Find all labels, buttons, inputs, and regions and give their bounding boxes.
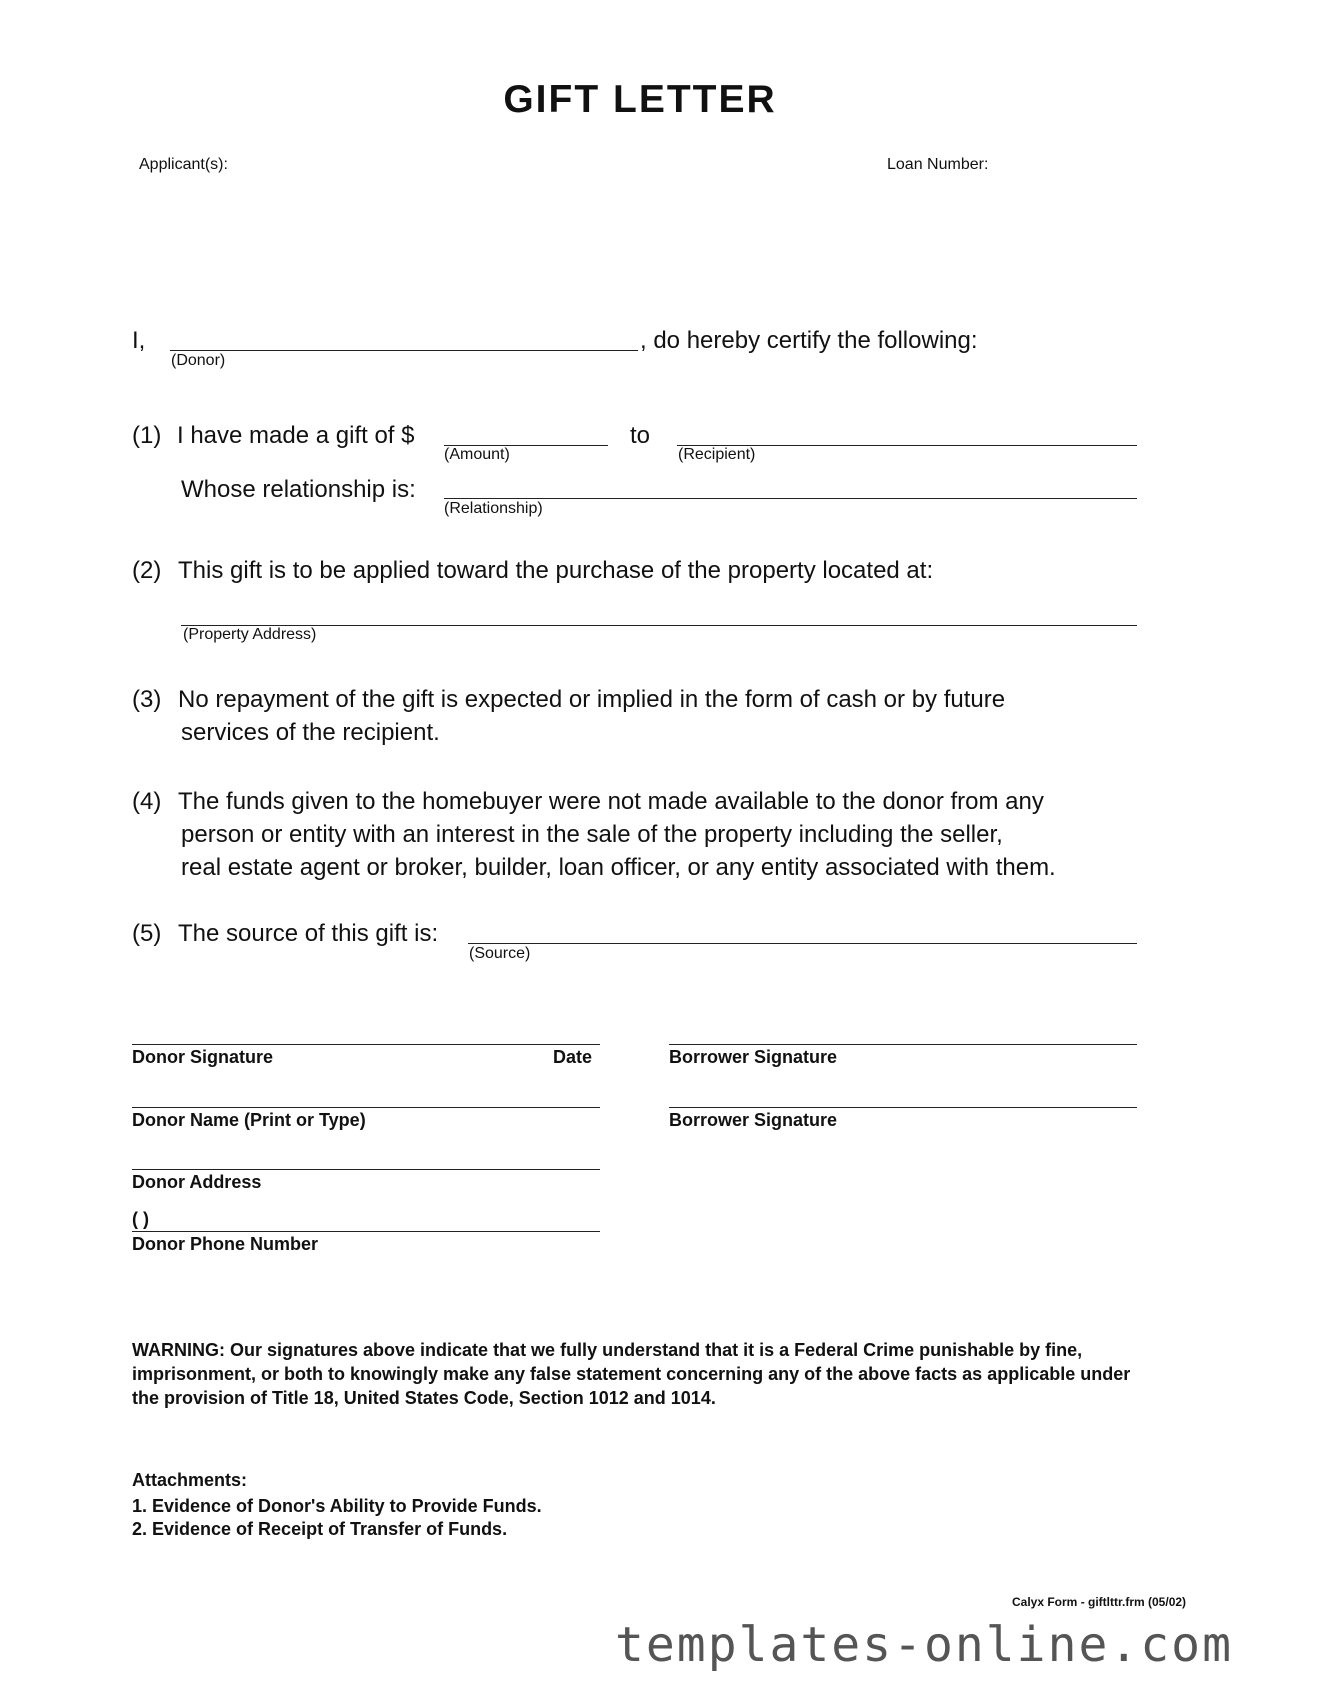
page-title: GIFT LETTER [503, 78, 777, 121]
attachments-heading: Attachments: [132, 1470, 248, 1490]
item4-line3: real estate agent or broker, builder, loan officer, or any entity associated with them. [181, 854, 1056, 881]
item5-text: The source of this gift is: [178, 920, 439, 947]
item4-number: (4) [132, 788, 162, 815]
item2-text: This gift is to be applied toward the purchase of the property located at: [178, 557, 934, 584]
intro-prefix: I, [132, 327, 146, 354]
donor-name-field[interactable] [170, 350, 638, 351]
item3-number: (3) [132, 686, 162, 713]
item5-number: (5) [132, 920, 162, 947]
donor-signature-line[interactable] [132, 1044, 600, 1045]
donor-phone-label: Donor Phone Number [132, 1234, 319, 1254]
item4-line2: person or entity with an interest in the sale of the property including the seller, [181, 821, 1003, 848]
property-address-caption: (Property Address) [183, 626, 317, 643]
relationship-caption: (Relationship) [444, 500, 543, 517]
item3-line2: services of the recipient. [181, 719, 440, 746]
property-address-field[interactable] [181, 625, 1137, 626]
donor-address-line[interactable] [132, 1169, 600, 1170]
warning-text: WARNING: Our signatures above indicate that we fully understand that it is a Federal Crime punishable by fine, imprisonment, or both to knowingly make any false statement concerning any of the above facts as applicable under the provision of Title 18, United States Code, Section 1012 and 1014. [132, 1340, 1131, 1408]
donor-caption: (Donor) [171, 352, 226, 369]
loan-number-label: Loan Number: [887, 156, 989, 173]
applicants-label: Applicant(s): [139, 156, 228, 173]
recipient-caption: (Recipient) [678, 446, 756, 463]
gift-source-field[interactable] [468, 943, 1137, 944]
borrower-signature-label-2: Borrower Signature [669, 1110, 838, 1130]
item1-text: I have made a gift of $ [177, 422, 415, 449]
attachment-item: 1. Evidence of Donor's Ability to Provide Funds. [132, 1496, 542, 1516]
donor-phone-line[interactable] [132, 1231, 600, 1232]
relationship-field[interactable] [444, 498, 1137, 499]
donor-signature-label: Donor Signature [132, 1047, 274, 1067]
item2-number: (2) [132, 557, 162, 584]
donor-address-label: Donor Address [132, 1172, 262, 1192]
borrower-signature-line-2[interactable] [669, 1107, 1137, 1108]
phone-area-code-parens: ( ) [132, 1209, 149, 1229]
item1-to: to [630, 422, 651, 449]
attachment-item: 2. Evidence of Receipt of Transfer of Funds. [132, 1519, 508, 1539]
item1-number: (1) [132, 422, 162, 449]
donor-name-label: Donor Name (Print or Type) [132, 1110, 366, 1130]
donor-name-line[interactable] [132, 1107, 600, 1108]
borrower-signature-line-1[interactable] [669, 1044, 1137, 1045]
item4-line1: The funds given to the homebuyer were not made available to the donor from any [178, 788, 1044, 815]
source-caption: (Source) [469, 945, 531, 962]
form-footer: Calyx Form - giftlttr.frm (05/02) [1012, 1595, 1187, 1609]
watermark: templates-online.com [615, 1617, 1233, 1673]
intro-suffix: , do hereby certify the following: [640, 327, 978, 354]
amount-caption: (Amount) [444, 446, 510, 463]
date-label: Date [553, 1047, 593, 1067]
item3-line1: No repayment of the gift is expected or implied in the form of cash or by future [178, 686, 1006, 713]
relationship-text: Whose relationship is: [181, 476, 416, 503]
borrower-signature-label-1: Borrower Signature [669, 1047, 838, 1067]
